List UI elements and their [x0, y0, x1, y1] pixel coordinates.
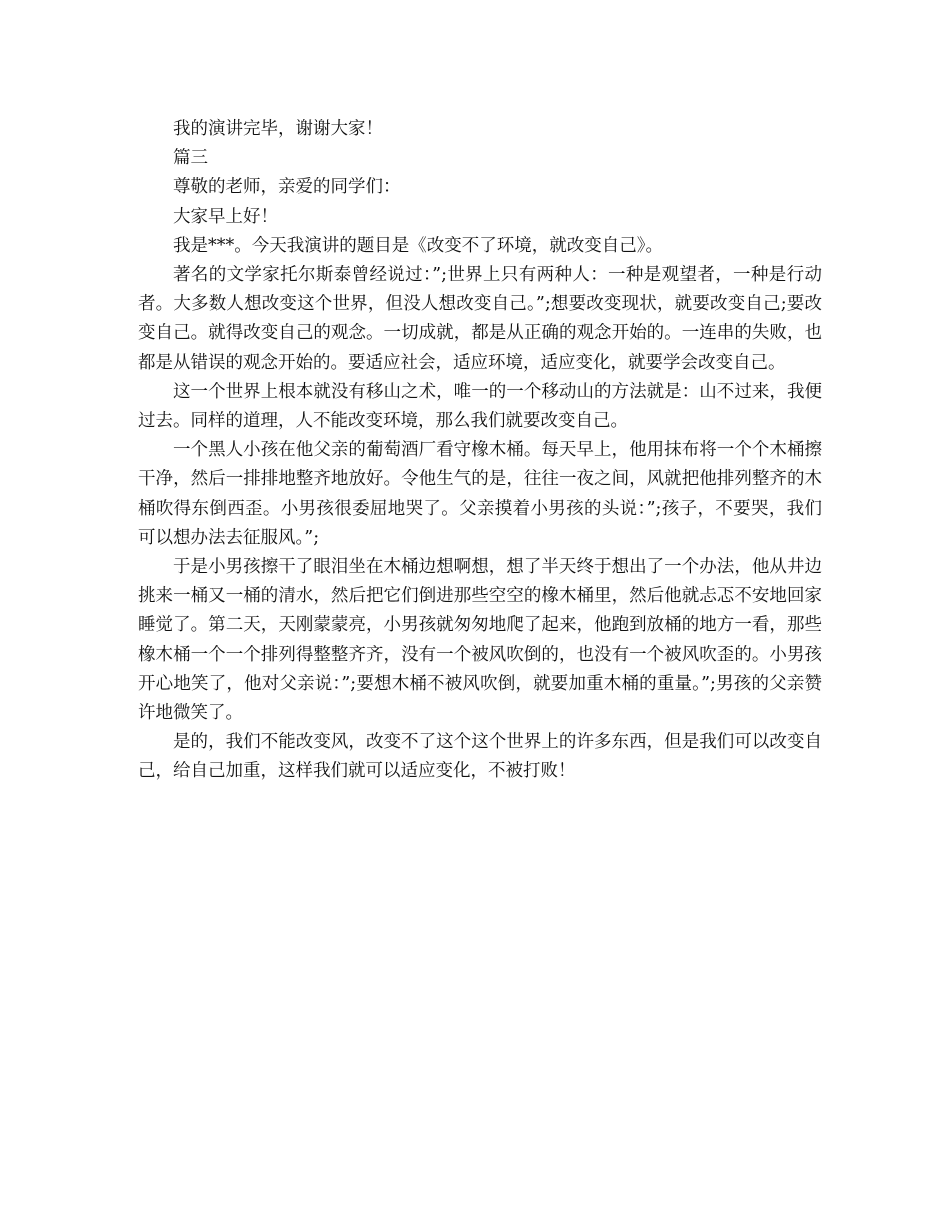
section-heading: 篇三 [173, 148, 208, 169]
paragraph-introduction: 我是***。今天我演讲的题目是《改变不了环境，就改变自己》。 [173, 235, 663, 256]
paragraph-greeting: 大家早上好！ [173, 206, 278, 227]
paragraph-closing-remark: 我的演讲完毕，谢谢大家！ [173, 119, 383, 139]
paragraph-boy-solution: 于是小男孩擦干了眼泪坐在木桶边想啊想，想了半天终于想出了一个办法，他从井边挑来一桶又一桶的清水，然后把它们倒进那些空空的橡木桶里，然后他就忐忑不安地回家睡觉了。第二天，天刚蒙蒙亮，小男孩就匆匆地爬了起来，他跑到放桶的地方一看，那些橡木桶一个一个排列得整整齐齐，没有一个被风吹倒的，也没有一个被风吹歪的。小男孩开心地笑了，他对父亲说：”;要想木桶不被风吹倒，就要加重木桶的重量。”;男孩的父亲赞许地微笑了。 [138, 557, 822, 724]
paragraph-conclusion: 是的，我们不能改变风，改变不了这个这个世界上的许多东西，但是我们可以改变自己，给自己加重，这样我们就可以适应变化，不被打败！ [138, 732, 822, 782]
document-body [138, 115, 822, 787]
paragraph-boy-story: 一个黑人小孩在他父亲的葡萄酒厂看守橡木桶。每天早上，他用抹布将一个个木桶擦干净，然后一排排地整齐地放好。令他生气的是，往往一夜之间，风就把他排列整齐的木桶吹得东倒西歪。小男孩很委屈地哭了。父亲摸着小男孩的头说：”;孩子，不要哭，我们可以想办法去征服风。”; [138, 440, 822, 548]
paragraph-mountain: 这一个世界上根本就没有移山之术，唯一的一个移动山的方法就是：山不过来，我便过去。同样的道理，人不能改变环境，那么我们就要改变自己。 [138, 381, 822, 432]
paragraph-salutation: 尊敬的老师，亲爱的同学们： [173, 177, 401, 198]
paragraph-tolstoy-quote: 著名的文学家托尔斯泰曾经说过：”;世界上只有两种人：一种是观望者，一种是行动者。大多数人想改变这个世界，但没人想改变自己。”;想要改变现状，就要改变自己;要改变自己。就得改变自己的观念。一切成就，都是从正确的观念开始的。一连串的失败，也都是从错误的观念开始的。要适应社会，适应环境，适应变化，就要学会改变自己。 [138, 265, 822, 373]
